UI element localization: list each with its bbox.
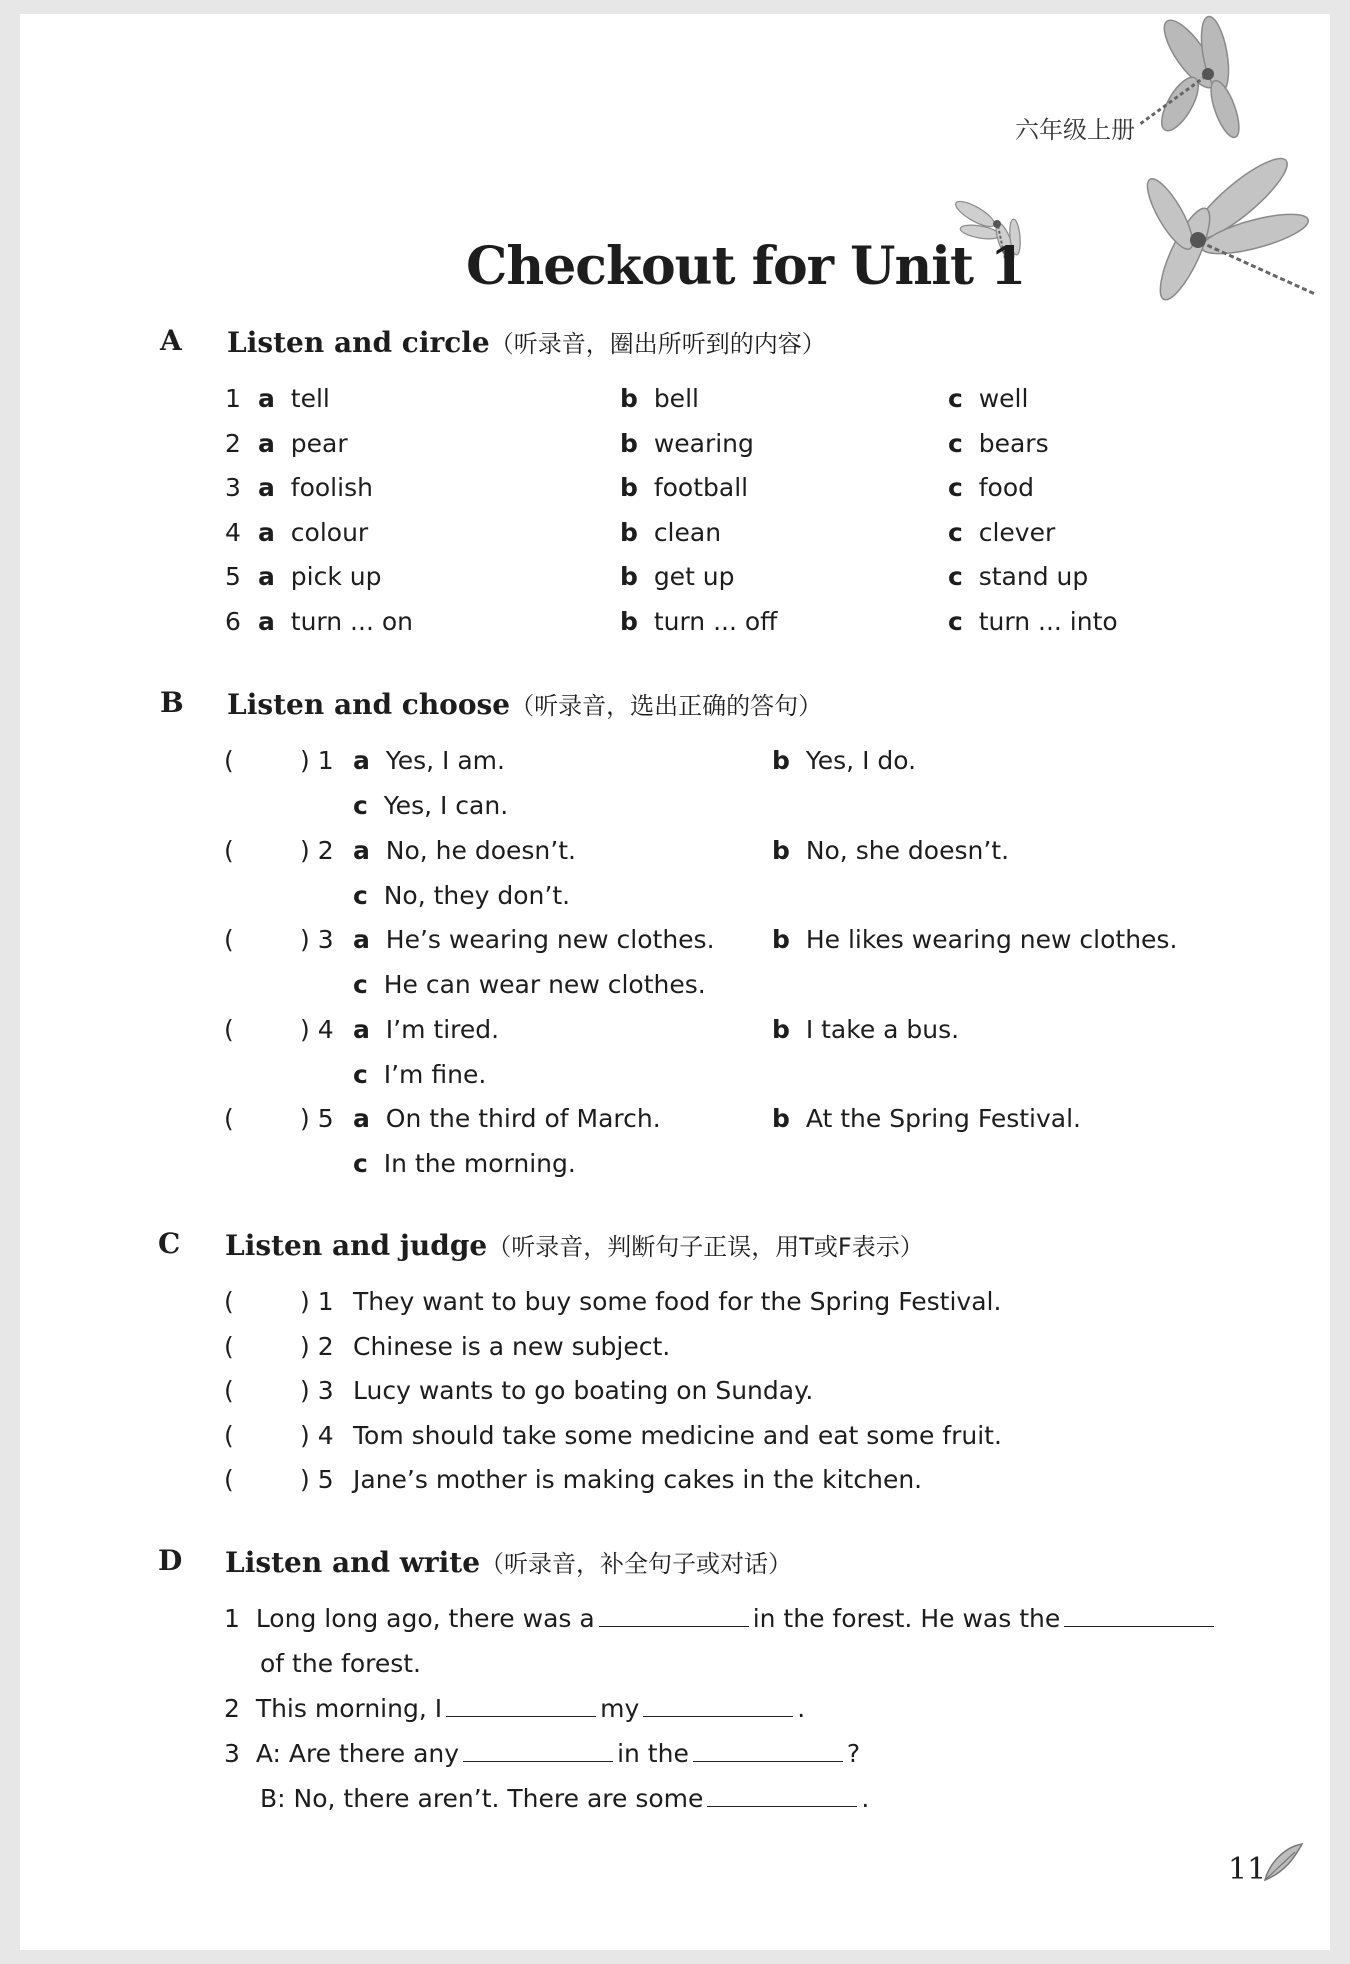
option-text: No, she doesn’t.: [805, 835, 1010, 865]
page: [20, 14, 1330, 1950]
option-text: foolish: [290, 473, 373, 503]
answer-paren-close: ): [300, 1465, 310, 1495]
statement-text: They want to buy some food for the Spring Festival.: [353, 1287, 1002, 1316]
option-text: football: [653, 473, 749, 503]
answer-paren-close: ): [300, 746, 310, 775]
option-a[interactable]: [258, 607, 413, 636]
answer-paren-open[interactable]: (: [224, 1331, 234, 1361]
a-item-number: 2: [225, 428, 241, 458]
option-a[interactable]: [258, 562, 381, 591]
option-text: turn ... on: [290, 607, 413, 636]
a-item-number: 4: [225, 517, 241, 547]
option-letter: b: [772, 1014, 790, 1044]
question-number: 1: [317, 1287, 334, 1316]
a-item-number: 3: [225, 473, 241, 503]
a-item-number: 6: [225, 607, 241, 636]
option-b[interactable]: [772, 1015, 959, 1044]
d-q3-line2: [260, 1784, 869, 1813]
b-item-number: [300, 925, 334, 954]
option-text: Yes, I can.: [383, 791, 509, 820]
section-c-instruction: （听录音，判断句子正误，用T或F表示）: [487, 1233, 924, 1261]
option-text: turn ... into: [978, 607, 1118, 636]
option-text: I’m fine.: [383, 1059, 487, 1089]
answer-paren-open[interactable]: (: [224, 1420, 234, 1450]
option-a[interactable]: [258, 473, 373, 502]
option-c[interactable]: [948, 429, 1049, 458]
answer-paren-close: ): [300, 1287, 310, 1316]
option-text: In the morning.: [383, 1149, 576, 1178]
question-number: 4: [317, 1420, 334, 1450]
d-q2-part2: my: [600, 1694, 640, 1723]
option-a[interactable]: [353, 746, 505, 775]
option-text: get up: [653, 562, 735, 592]
option-letter: a: [258, 607, 275, 636]
option-letter: c: [353, 1149, 368, 1178]
option-text: I’m tired.: [385, 1014, 500, 1044]
question-number: 2: [317, 835, 334, 865]
option-b[interactable]: [772, 746, 916, 775]
option-text: I take a bus.: [805, 1014, 960, 1044]
question-number: 2: [317, 1331, 334, 1361]
option-text: bears: [978, 428, 1049, 458]
option-c[interactable]: [353, 881, 570, 910]
d-q3-part2: in the: [617, 1739, 689, 1768]
option-letter: b: [620, 607, 638, 636]
d-q3-part4: B: No, there aren’t. There are some: [260, 1784, 704, 1813]
c-item-number: [300, 1421, 334, 1450]
option-text: turn ... off: [653, 607, 778, 636]
option-b[interactable]: [620, 429, 754, 458]
option-a[interactable]: [258, 384, 330, 413]
answer-paren-close: ): [300, 1331, 310, 1361]
statement-text: Jane’s mother is making cakes in the kitchen.: [353, 1465, 923, 1495]
c-item-number: [300, 1332, 334, 1361]
section-b-letter: B: [160, 686, 184, 719]
option-text: well: [978, 384, 1029, 413]
a-item-number: 1: [225, 384, 241, 413]
option-letter: b: [620, 428, 638, 458]
question-number: 3: [317, 1376, 334, 1406]
answer-blank[interactable]: [707, 1784, 857, 1807]
option-c[interactable]: [948, 562, 1088, 591]
question-number: 1: [317, 746, 334, 775]
d-q1-part2: in the forest. He was the: [752, 1604, 1061, 1633]
option-c[interactable]: [948, 384, 1028, 413]
option-letter: a: [353, 746, 370, 775]
d-q3-part1: A: Are there any: [255, 1739, 460, 1768]
page-number: 11: [1228, 1852, 1267, 1887]
page-title: Checkout for Unit 1: [466, 236, 1026, 297]
option-c[interactable]: [353, 1060, 486, 1089]
answer-blank[interactable]: [446, 1694, 596, 1717]
option-b[interactable]: [772, 836, 1009, 865]
option-text: wearing: [653, 428, 754, 458]
dragonfly-icon: [1120, 14, 1270, 154]
answer-blank[interactable]: [643, 1694, 793, 1717]
answer-paren-open[interactable]: (: [224, 835, 234, 865]
answer-blank[interactable]: [1064, 1604, 1214, 1627]
option-letter: a: [353, 1014, 370, 1044]
b-item-number: [300, 746, 334, 775]
option-letter: a: [353, 1104, 370, 1133]
section-d-instruction: （听录音，补全句子或对话）: [480, 1550, 793, 1578]
option-letter: a: [353, 925, 370, 954]
option-letter: c: [948, 607, 963, 636]
d-q2-num: 2: [224, 1694, 240, 1723]
option-text: At the Spring Festival.: [805, 1104, 1081, 1133]
option-text: pick up: [290, 562, 382, 592]
option-text: On the third of March.: [385, 1104, 661, 1133]
section-b-title: Listen and choose: [227, 688, 511, 721]
section-c-letter: C: [158, 1227, 181, 1260]
c-item-number: [300, 1465, 334, 1494]
question-number: 5: [317, 1465, 334, 1495]
answer-blank[interactable]: [463, 1739, 613, 1762]
option-b[interactable]: [772, 925, 1177, 954]
section-a-letter: A: [160, 324, 182, 357]
option-a[interactable]: [353, 836, 576, 865]
option-a[interactable]: [258, 429, 348, 458]
answer-paren-close: ): [300, 925, 310, 954]
option-b[interactable]: [620, 473, 748, 502]
option-text: He can wear new clothes.: [383, 970, 706, 999]
b-item-number: [300, 1015, 334, 1044]
option-letter: b: [772, 1104, 790, 1133]
option-letter: b: [772, 835, 790, 865]
option-b[interactable]: [620, 518, 721, 547]
option-letter: c: [948, 384, 963, 413]
answer-paren-close: ): [300, 1104, 310, 1133]
b-item-number: [300, 836, 334, 865]
d-q3-num: 3: [224, 1739, 240, 1768]
option-text: clean: [653, 517, 722, 547]
statement-text: Lucy wants to go boating on Sunday.: [353, 1376, 814, 1406]
option-c[interactable]: [948, 473, 1034, 502]
answer-paren-open[interactable]: (: [224, 1014, 234, 1044]
option-text: food: [978, 473, 1034, 503]
section-b-heading: [227, 686, 822, 721]
option-letter: c: [948, 473, 963, 503]
d-q3-part5: .: [861, 1784, 870, 1813]
answer-paren-open[interactable]: (: [224, 1376, 234, 1406]
option-text: He likes wearing new clothes.: [805, 925, 1178, 954]
option-c[interactable]: [353, 1149, 576, 1178]
option-a[interactable]: [258, 518, 368, 547]
section-c-title: Listen and judge: [225, 1229, 488, 1262]
a-item-number: 5: [225, 562, 241, 592]
option-letter: a: [258, 517, 275, 547]
option-text: colour: [290, 517, 369, 547]
option-letter: a: [258, 384, 275, 413]
option-text: Yes, I do.: [805, 746, 917, 775]
section-a-title: Listen and circle: [227, 326, 490, 359]
option-a[interactable]: [353, 1104, 661, 1133]
question-number: 4: [317, 1014, 334, 1044]
answer-paren-open[interactable]: (: [224, 925, 234, 954]
answer-paren-close: ): [300, 1420, 310, 1450]
dragonfly-icon: [1130, 154, 1330, 324]
c-item-number: [300, 1287, 334, 1316]
option-letter: b: [620, 562, 638, 592]
option-b[interactable]: [620, 562, 735, 591]
answer-paren-close: ): [300, 835, 310, 865]
option-letter: c: [948, 517, 963, 547]
statement-text: Chinese is a new subject.: [353, 1331, 671, 1361]
answer-blank[interactable]: [599, 1604, 749, 1627]
option-a[interactable]: [353, 1015, 499, 1044]
section-b-instruction: （听录音，选出正确的答句）: [510, 692, 823, 720]
option-text: bell: [653, 384, 699, 413]
d-q1-part1: Long long ago, there was a: [255, 1604, 595, 1633]
section-a-instruction: （听录音，圈出所听到的内容）: [489, 330, 826, 358]
option-letter: c: [353, 791, 368, 820]
option-text: No, he doesn’t.: [385, 835, 576, 865]
option-c[interactable]: [948, 518, 1055, 547]
c-item-number: [300, 1376, 334, 1405]
option-text: tell: [290, 384, 330, 413]
question-number: 5: [317, 1104, 334, 1133]
answer-paren-open[interactable]: (: [224, 1104, 234, 1133]
question-number: 3: [317, 925, 334, 954]
option-a[interactable]: [353, 925, 715, 954]
d-q3-part3: ?: [846, 1739, 861, 1768]
section-d-heading: [225, 1544, 792, 1579]
option-text: Yes, I am.: [385, 746, 505, 775]
d-q2-line: [224, 1694, 805, 1723]
option-letter: a: [353, 835, 370, 865]
d-q3-line1: [224, 1739, 860, 1768]
d-q1-line1: [224, 1604, 1218, 1633]
d-q2-part1: This morning, I: [255, 1694, 443, 1723]
option-c[interactable]: [948, 607, 1118, 636]
option-letter: c: [948, 562, 963, 592]
grade-label: 六年级上册: [1015, 116, 1135, 144]
option-b[interactable]: [620, 384, 699, 413]
option-text: clever: [978, 517, 1056, 547]
option-letter: b: [772, 925, 790, 954]
section-a-heading: [227, 324, 826, 359]
option-letter: b: [620, 473, 638, 503]
option-b[interactable]: [620, 607, 777, 636]
option-letter: c: [353, 970, 368, 999]
answer-paren-open[interactable]: (: [224, 1287, 234, 1316]
d-q1-num: 1: [224, 1604, 240, 1633]
option-letter: a: [258, 428, 275, 458]
option-letter: b: [620, 384, 638, 413]
option-letter: a: [258, 473, 275, 503]
answer-paren-open[interactable]: (: [224, 1465, 234, 1495]
option-text: pear: [290, 428, 348, 458]
section-d-letter: D: [158, 1544, 183, 1577]
b-item-number: [300, 1104, 334, 1133]
section-c-heading: [225, 1227, 924, 1262]
answer-paren-close: ): [300, 1376, 310, 1406]
statement-text: Tom should take some medicine and eat some fruit.: [353, 1420, 1002, 1450]
option-c[interactable]: [353, 970, 706, 999]
option-text: He’s wearing new clothes.: [385, 925, 715, 954]
d-q1-line2: of the forest.: [260, 1649, 421, 1678]
option-letter: c: [948, 428, 963, 458]
option-letter: b: [772, 746, 790, 775]
option-b[interactable]: [772, 1104, 1081, 1133]
option-letter: a: [258, 562, 275, 592]
answer-paren-close: ): [300, 1014, 310, 1044]
option-text: No, they don’t.: [383, 880, 571, 910]
option-c[interactable]: [353, 791, 508, 820]
d-q2-part3: .: [797, 1694, 806, 1723]
option-letter: b: [620, 517, 638, 547]
leaf-icon: [1260, 1842, 1305, 1882]
option-letter: c: [353, 1059, 368, 1089]
option-text: stand up: [978, 562, 1089, 592]
answer-blank[interactable]: [693, 1739, 843, 1762]
option-letter: c: [353, 880, 368, 910]
section-d-title: Listen and write: [225, 1546, 481, 1579]
answer-paren-open[interactable]: (: [224, 746, 234, 775]
